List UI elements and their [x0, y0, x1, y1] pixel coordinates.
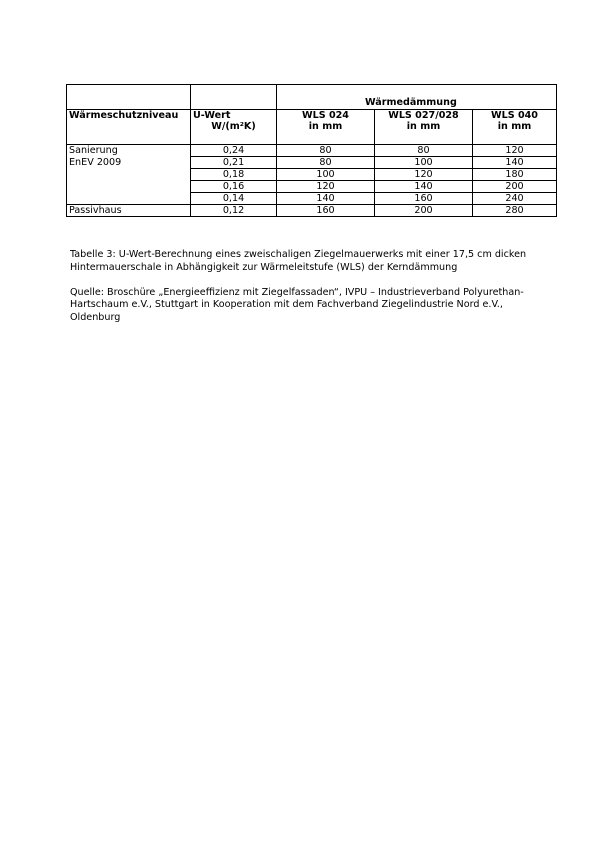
header-level: Wärmeschutzniveau — [67, 110, 191, 145]
wls040-cell: 240 — [473, 193, 557, 205]
header-wls024 — [277, 110, 375, 145]
uwert-cell: 0,14 — [191, 193, 277, 205]
header-uwert-line2: W/(m²K) — [211, 121, 256, 132]
table-row — [67, 193, 557, 205]
uwert-cell: 0,24 — [191, 145, 277, 157]
uwert-cell: 0,18 — [191, 169, 277, 181]
insulation-table — [66, 84, 557, 217]
empty-header-cell — [191, 85, 277, 110]
wls027-cell: 100 — [375, 157, 473, 169]
table-group-header-row — [67, 85, 557, 110]
category-cell — [67, 169, 191, 181]
uwert-cell: 0,21 — [191, 157, 277, 169]
table-row — [67, 157, 557, 169]
wls040-cell: 280 — [473, 205, 557, 217]
category-cell: Passivhaus — [67, 205, 191, 217]
wls024-cell: 80 — [277, 145, 375, 157]
table-header-row — [67, 110, 557, 145]
wls024-cell: 80 — [277, 157, 375, 169]
uwert-cell: 0,12 — [191, 205, 277, 217]
header-wls040-line2: in mm — [497, 121, 532, 132]
header-wls027-line1: WLS 027/028 — [388, 110, 459, 121]
header-uwert-line1: U-Wert — [193, 110, 231, 121]
table-row — [67, 205, 557, 217]
wls027-cell: 120 — [375, 169, 473, 181]
category-cell: EnEV 2009 — [67, 157, 191, 169]
header-wls027-line2: in mm — [406, 121, 441, 132]
table-row — [67, 145, 557, 157]
table-row — [67, 181, 557, 193]
wls027-cell: 140 — [375, 181, 473, 193]
empty-header-cell — [67, 85, 191, 110]
category-cell: Sanierung — [67, 145, 191, 157]
wls027-cell: 200 — [375, 205, 473, 217]
wls024-cell: 120 — [277, 181, 375, 193]
category-cell — [67, 181, 191, 193]
header-wls040-line1: WLS 040 — [491, 110, 538, 121]
header-wls024-line2: in mm — [308, 121, 343, 132]
wls024-cell: 160 — [277, 205, 375, 217]
group-header-waermedaemmung: Wärmedämmung — [277, 85, 557, 110]
wls024-cell: 140 — [277, 193, 375, 205]
header-wls027 — [375, 110, 473, 145]
header-uwert — [191, 110, 277, 145]
wls027-cell: 160 — [375, 193, 473, 205]
wls040-cell: 180 — [473, 169, 557, 181]
source-note: Quelle: Broschüre „Energieeffizienz mit Ziegelfassaden“, IVPU – Industrieverband Polyurethan-Hartschaum e.V., Stuttgart in Kooperation mit dem Fachverband Ziegelindustrie Nord e.V., Oldenburg — [70, 286, 524, 323]
table-caption: Tabelle 3: U-Wert-Berechnung eines zweischaligen Ziegelmauerwerks mit einer 17,5 cm dicken Hintermauerschale in Abhängigkeit zur Wärmeleitstufe (WLS) der Kerndämmung — [70, 249, 527, 273]
table-row — [67, 169, 557, 181]
wls040-cell: 120 — [473, 145, 557, 157]
category-cell — [67, 193, 191, 205]
uwert-cell: 0,16 — [191, 181, 277, 193]
caption-block — [70, 249, 540, 337]
wls024-cell: 100 — [277, 169, 375, 181]
wls027-cell: 80 — [375, 145, 473, 157]
header-wls024-line1: WLS 024 — [302, 110, 349, 121]
header-wls040 — [473, 110, 557, 145]
wls040-cell: 200 — [473, 181, 557, 193]
wls040-cell: 140 — [473, 157, 557, 169]
